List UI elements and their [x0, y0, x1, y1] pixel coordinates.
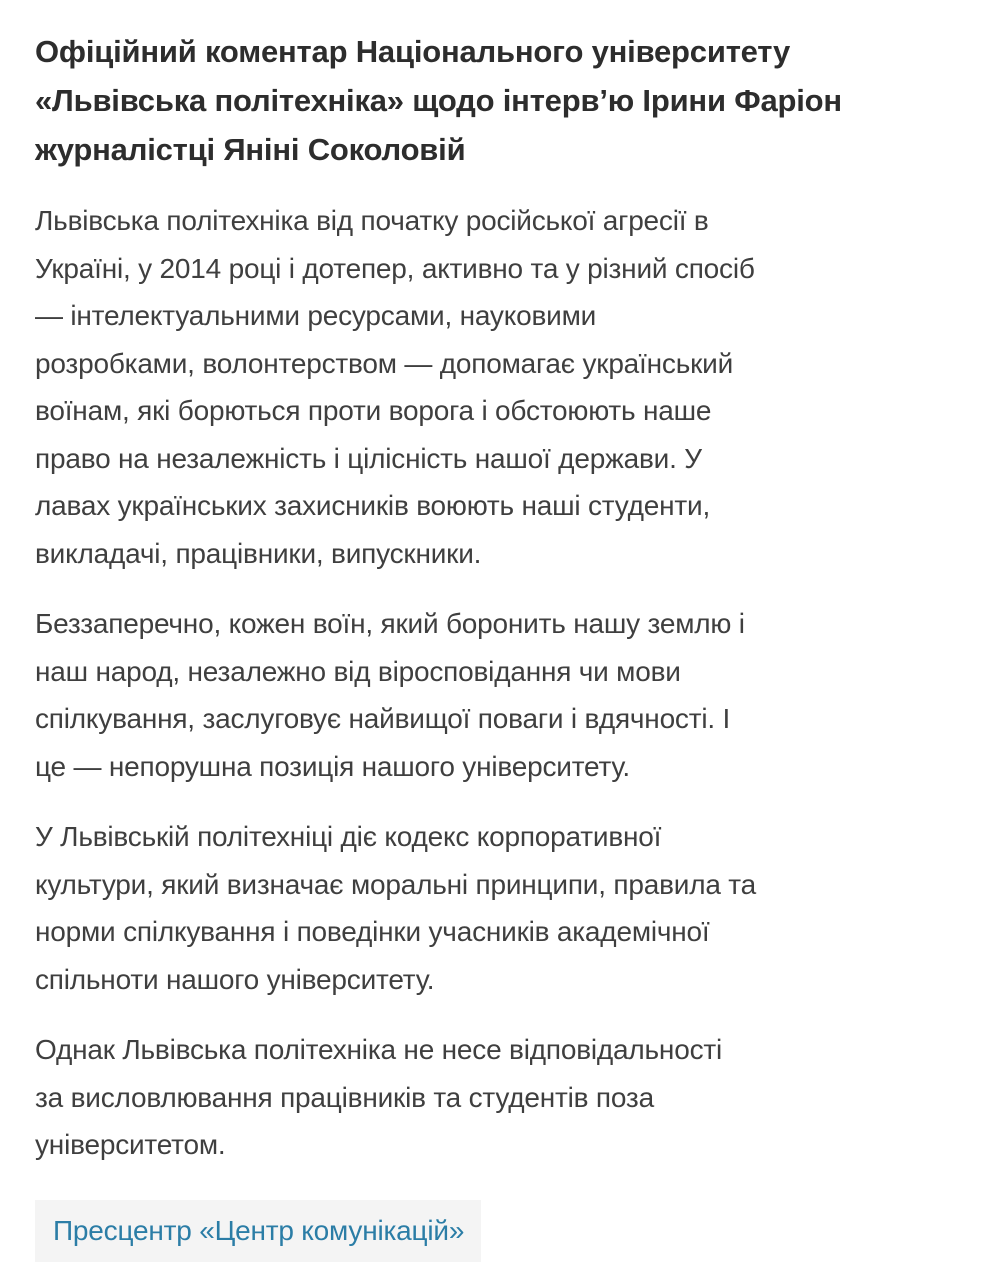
paragraph-line: У Львівській політехніці діє кодекс корпоративної: [35, 821, 662, 852]
title-line: «Львівська політехніка» щодо інтерв’ю Ірини Фаріон: [35, 83, 842, 118]
paragraph-line: культури, який визначає моральні принципи, правила та: [35, 868, 756, 900]
paragraph-line: викладачі, працівники, випускники.: [35, 537, 482, 569]
paragraph-line: університетом.: [35, 1129, 226, 1160]
source-box: [35, 1200, 481, 1262]
paragraph-line: норми спілкування і поведінки учасників академічної: [35, 916, 710, 947]
press-center-link[interactable]: Пресцентр «Центр комунікацій»: [53, 1214, 465, 1246]
title-line: Офіційний коментар Національного університету: [35, 34, 791, 69]
paragraph-line: це — непорушна позиція нашого університету.: [35, 750, 630, 782]
paragraph-line: наш народ, незалежно від віросповідання чи мови: [35, 655, 681, 687]
paragraph-line: лавах українських захисників воюють наші студенти,: [35, 490, 711, 521]
paragraph-line: Однак Львівська політехніка не несе відповідальності: [35, 1034, 723, 1065]
paragraph-line: спільноти нашого університету.: [35, 963, 435, 995]
article-title: [35, 27, 955, 174]
paragraph-1: [35, 197, 955, 577]
paragraph-line: Україні, у 2014 році і дотепер, активно та у різний спосіб: [35, 252, 755, 284]
title-line: журналістці Яніні Соколовій: [35, 132, 466, 167]
paragraph-line: Беззаперечно, кожен воїн, який боронить нашу землю і: [35, 608, 745, 639]
paragraph-line: розробками, волонтерством — допомагає український: [35, 347, 734, 379]
paragraph-line: — інтелектуальними ресурсами, науковими: [35, 300, 597, 331]
paragraph-line: Львівська політехніка від початку російської агресії в: [35, 205, 709, 236]
paragraph-line: спілкування, заслуговує найвищої поваги і вдячності. І: [35, 703, 731, 734]
paragraph-line: за висловлювання працівників та студентів поза: [35, 1081, 654, 1113]
paragraph-line: воїнам, які борються проти ворога і обстоюють наше: [35, 395, 712, 426]
paragraph-line: право на незалежність і цілісність нашої держави. У: [35, 442, 702, 474]
paragraph-3: [35, 813, 955, 1003]
paragraph-4: [35, 1026, 955, 1169]
paragraph-2: [35, 600, 955, 790]
